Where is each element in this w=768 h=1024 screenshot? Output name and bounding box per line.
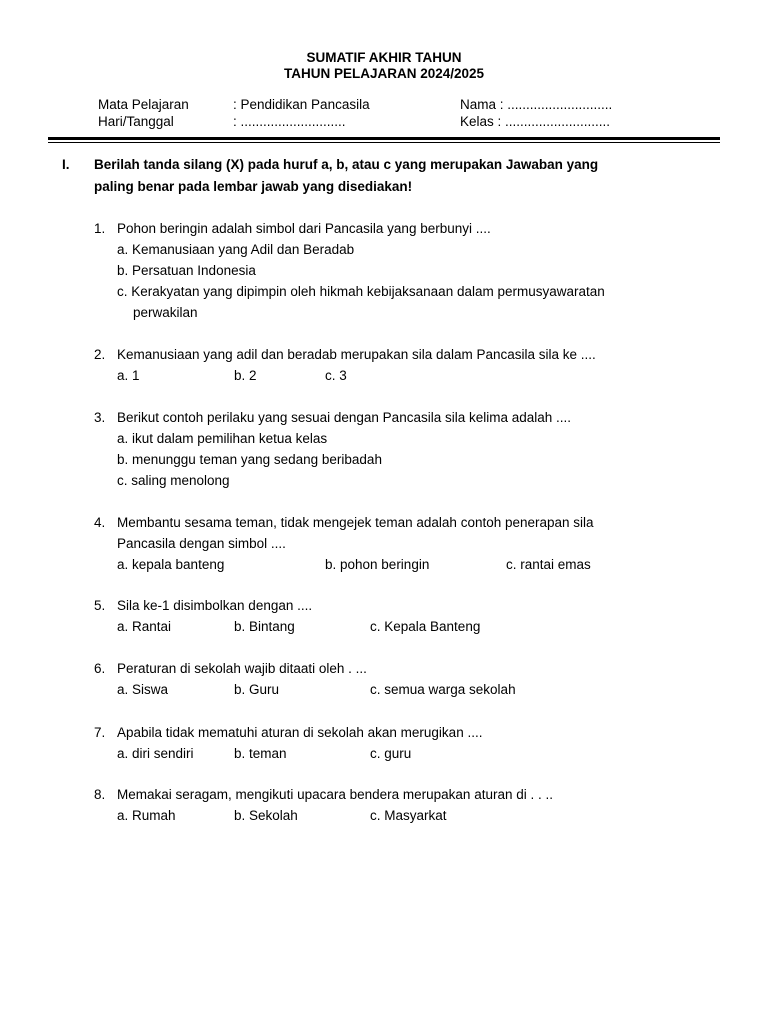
option-b: b. Bintang: [234, 619, 295, 634]
header-divider-thin: [48, 142, 720, 143]
question-text: Pohon beringin adalah simbol dari Pancasila yang berbunyi ....: [117, 221, 491, 236]
option-c-continued: perwakilan: [133, 305, 198, 320]
instruction-line-1: Berilah tanda silang (X) pada huruf a, b, atau c yang merupakan Jawaban yang: [94, 157, 599, 172]
page-title: SUMATIF AKHIR TAHUN: [306, 50, 462, 65]
question-number: 7.: [94, 725, 106, 740]
question-number: 5.: [94, 598, 106, 613]
option-a: a. Kemanusiaan yang Adil dan Beradab: [117, 242, 355, 257]
option-c: c. Kerakyatan yang dipimpin oleh hikmah kebijaksanaan dalam permusyawaratan: [117, 284, 605, 299]
name-field: Nama : ............................: [460, 97, 613, 112]
class-field: Kelas : ............................: [460, 114, 611, 129]
option-b: b. Guru: [234, 682, 280, 697]
option-a: a. 1: [117, 368, 140, 383]
option-b: b. menunggu teman yang sedang beribadah: [117, 452, 382, 467]
subject-label: Mata Pelajaran: [98, 97, 189, 112]
question-number: 6.: [94, 661, 106, 676]
option-a: a. ikut dalam pemilihan ketua kelas: [117, 431, 328, 446]
question-text: Apabila tidak mematuhi aturan di sekolah akan merugikan ....: [117, 725, 483, 740]
option-a: a. diri sendiri: [117, 746, 194, 761]
option-b: b. 2: [234, 368, 257, 383]
option-c: c. semua warga sekolah: [370, 682, 516, 697]
question-number: 1.: [94, 221, 106, 236]
question-number: 3.: [94, 410, 106, 425]
option-b: b. Sekolah: [234, 808, 298, 823]
question-text: Membantu sesama teman, tidak mengejek teman adalah contoh penerapan sila: [117, 515, 594, 530]
day-label: Hari/Tanggal: [98, 114, 174, 129]
question-number: 4.: [94, 515, 106, 530]
option-c: c. saling menolong: [117, 473, 230, 488]
option-a: a. Siswa: [117, 682, 169, 697]
page-subtitle: TAHUN PELAJARAN 2024/2025: [283, 66, 485, 81]
day-value: : ............................: [233, 114, 346, 129]
question-text: Memakai seragam, mengikuti upacara bendera merupakan aturan di . . ..: [117, 787, 553, 802]
question-text-line-2: Pancasila dengan simbol ....: [117, 536, 286, 551]
question-text: Peraturan di sekolah wajib ditaati oleh . ...: [117, 661, 367, 676]
question-text: Sila ke-1 disimbolkan dengan ....: [117, 598, 313, 613]
option-c: c. rantai emas: [506, 557, 591, 572]
instruction-line-2: paling benar pada lembar jawab yang disediakan!: [94, 179, 413, 194]
option-a: a. Rumah: [117, 808, 176, 823]
subject-value: : Pendidikan Pancasila: [233, 97, 370, 112]
option-b: b. Persatuan Indonesia: [117, 263, 256, 278]
option-c: c. guru: [370, 746, 412, 761]
section-number: I.: [62, 157, 70, 172]
option-c: c. Masyarkat: [370, 808, 447, 823]
question-text: Berikut contoh perilaku yang sesuai dengan Pancasila sila kelima adalah ....: [117, 410, 572, 425]
option-a: a. Rantai: [117, 619, 172, 634]
option-b: b. pohon beringin: [325, 557, 430, 572]
question-text: Kemanusiaan yang adil dan beradab merupakan sila dalam Pancasila sila ke ....: [117, 347, 596, 362]
option-a: a. kepala banteng: [117, 557, 225, 572]
question-number: 2.: [94, 347, 106, 362]
option-b: b. teman: [234, 746, 287, 761]
option-c: c. Kepala Banteng: [370, 619, 481, 634]
question-number: 8.: [94, 787, 106, 802]
header-divider-thick: [48, 137, 720, 140]
option-c: c. 3: [325, 368, 347, 383]
